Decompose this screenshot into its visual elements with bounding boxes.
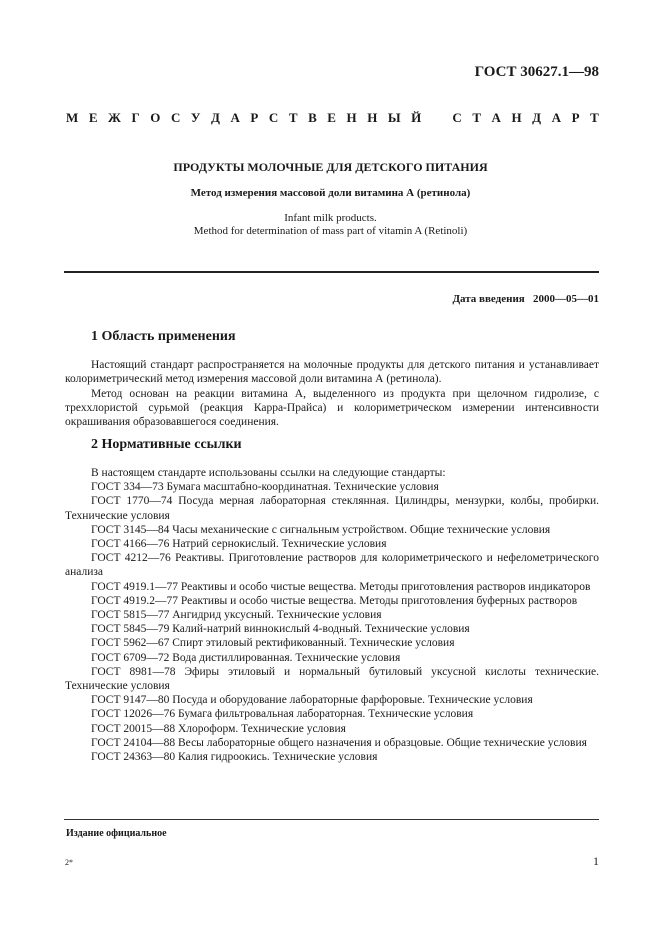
header-letter: Е xyxy=(88,110,98,125)
header-letter: В xyxy=(308,110,317,125)
page-number: 1 xyxy=(593,854,599,868)
reference-item: ГОСТ 4166—76 Натрий сернокислый. Технические условия xyxy=(91,538,387,551)
header-letter: Р xyxy=(571,110,580,125)
reference-item: ГОСТ 5962—67 Спирт этиловый ректификованный. Технические условия xyxy=(91,637,455,650)
header-letter: О xyxy=(150,110,161,125)
document-title: ПРОДУКТЫ МОЛОЧНЫЕ ДЛЯ ДЕТСКОГО ПИТАНИЯ xyxy=(173,160,488,174)
reference-item: ГОСТ 334—73 Бумага масштабно-координатная. Технические условия xyxy=(91,481,439,494)
english-title-line1: Infant milk products. xyxy=(284,212,377,224)
header-letter: А xyxy=(491,110,501,125)
header-letter: Д xyxy=(210,110,220,125)
introduction-date: Дата введения 2000—05—01 xyxy=(452,293,599,305)
sheet-mark: 2* xyxy=(65,858,73,867)
header-letter: Й xyxy=(411,110,422,125)
header-letter: Ы xyxy=(387,110,401,125)
section-1-paragraph-1: Настоящий стандарт распространяется на молочные продукты для детского питания и устанавливает колориметрический метод измерения массовой доли витамина А (ретинола). xyxy=(65,359,599,385)
header-letter: Т xyxy=(472,110,481,125)
reference-item: ГОСТ 4919.1—77 Реактивы и особо чистые вещества. Методы приготовления растворов индикаторов xyxy=(91,580,591,593)
reference-item: ГОСТ 24363—80 Калия гидроокись. Технические условия xyxy=(91,751,378,764)
header-letter: С xyxy=(452,110,462,125)
header-letter: Е xyxy=(327,110,336,125)
document-subtitle: Метод измерения массовой доли витамина А (ретинола) xyxy=(190,187,471,199)
header-letter: Р xyxy=(250,110,259,125)
header-letter: Н xyxy=(367,110,378,125)
header-letter: Н xyxy=(511,110,522,125)
footer-divider xyxy=(64,819,599,820)
header-letter: А xyxy=(230,110,240,125)
header-letter: У xyxy=(190,110,201,125)
reference-item: ГОСТ 1770—74 Посуда мерная лабораторная стеклянная. Цилиндры, мензурки, колбы, пробирки. Технические условия xyxy=(65,495,599,522)
header-divider xyxy=(64,271,599,273)
header-gap xyxy=(432,110,442,126)
reference-item: ГОСТ 9147—80 Посуда и оборудование лабораторные фарфоровые. Технические условия xyxy=(91,694,533,707)
reference-item: ГОСТ 5845—79 Калий-натрий виннокислый 4-водный. Технические условия xyxy=(91,623,470,636)
reference-item: ГОСТ 3145—84 Часы механические с сигнальным устройством. Общие технические условия xyxy=(91,523,551,536)
header-letter: М xyxy=(66,110,79,125)
section-2-title: 2 Нормативные ссылки xyxy=(91,437,242,452)
header-letter: С xyxy=(170,110,181,125)
header-letter: С xyxy=(268,110,279,125)
reference-item: ГОСТ 6709—72 Вода дистиллированная. Технические условия xyxy=(91,651,401,664)
doc-number: ГОСТ 30627.1—98 xyxy=(474,64,599,80)
reference-item: ГОСТ 24104—88 Весы лабораторные общего назначения и образцовые. Общие технические условия xyxy=(91,736,587,749)
header-letter: А xyxy=(551,110,562,125)
reference-item: ГОСТ 20015—88 Хлороформ. Технические условия xyxy=(91,722,346,735)
references-intro: В настоящем стандарте использованы ссылки на следующие стандарты: xyxy=(91,467,446,479)
header-letter: Т xyxy=(590,110,599,125)
standard-type-header xyxy=(66,110,599,126)
reference-item: ГОСТ 5815—77 Ангидрид уксусный. Технические условия xyxy=(91,609,382,622)
references-list xyxy=(65,466,599,764)
edition-note: Издание официальное xyxy=(66,828,167,839)
header-letter: Д xyxy=(532,110,542,125)
header-letter: Н xyxy=(346,110,357,125)
reference-item: ГОСТ 8981—78 Эфиры этиловый и нормальный бутиловый уксусной кислоты технические. Технические условия xyxy=(65,665,599,693)
header-letter: Ж xyxy=(108,110,121,125)
english-title xyxy=(0,212,661,238)
section-1-paragraph-2: Метод основан на реакции витамина А, выделенного из продукта при щелочном гидролизе, с треххлористой сурьмой (реакция Карра-Прайса) и колориметрическом измерении интенсивности окрашивания образовавшегося соединения. xyxy=(65,388,599,428)
section-1-title: 1 Область применения xyxy=(91,329,236,344)
reference-item: ГОСТ 4919.2—77 Реактивы и особо чистые вещества. Методы приготовления буферных растворов xyxy=(91,594,578,607)
reference-item: ГОСТ 4212—76 Реактивы. Приготовление растворов для колориметрического и нефелометрического анализа xyxy=(65,552,599,579)
reference-item: ГОСТ 12026—76 Бумага фильтровальная лабораторная. Технические условия xyxy=(91,708,474,721)
header-letter: Т xyxy=(288,110,298,125)
english-title-line2: Method for determination of mass part of vitamin A (Retinoli) xyxy=(193,225,468,237)
header-letter: Г xyxy=(131,110,140,125)
